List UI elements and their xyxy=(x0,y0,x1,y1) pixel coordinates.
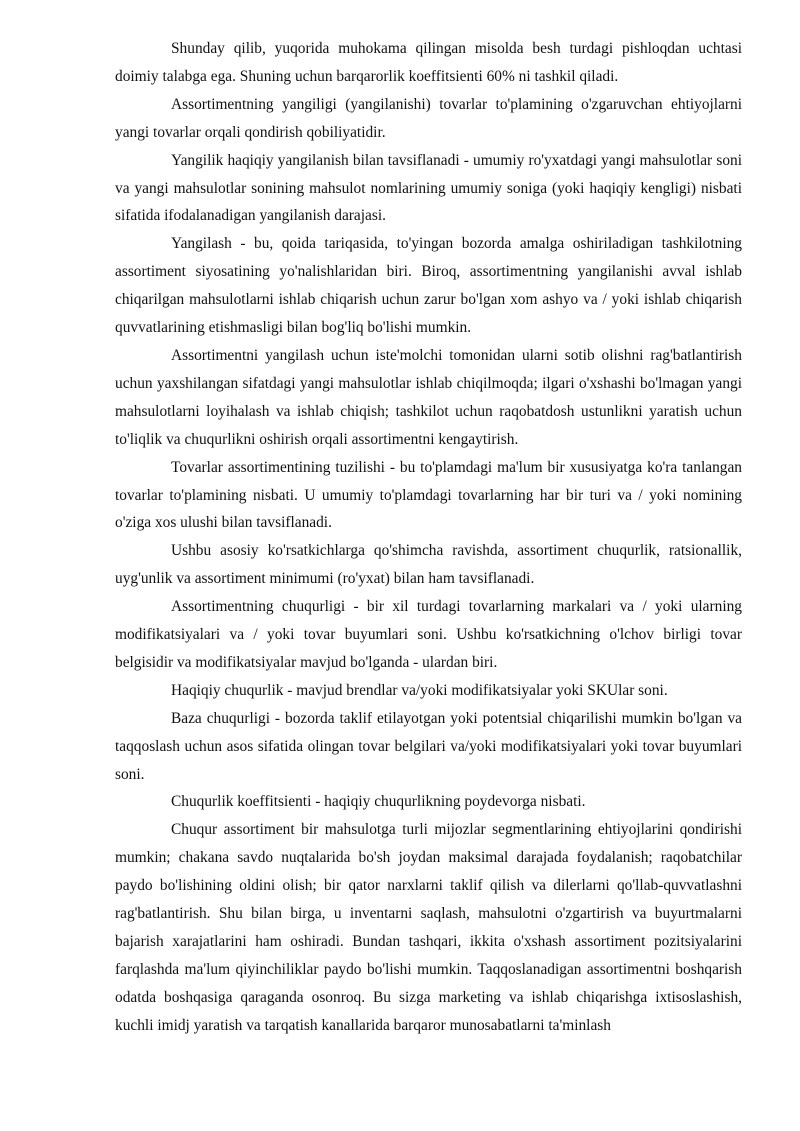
paragraph-renewal-methods: Assortimentni yangilash uchun iste'molchi tomonidan ularni sotib olishni rag'batlantirish uchun yaxshilangan sifatdagi yangi mahsulotlar ishlab chiqilmoqda; ilgari o'xshashi bo'lmagan yangi mahsulotlarni loyihalash va ishlab chiqish; tashkilot uchun raqobatdosh ustunlikni yaratish uchun to'liqlik va chuqurlikni oshirish orqali assortimentni kengaytirish. xyxy=(115,346,742,448)
document-page xyxy=(115,35,742,1040)
paragraph-stability-coefficient: Shunday qilib, yuqorida muhokama qilingan misolda besh turdagi pishloqdan uchtasi doimiy talabga ega. Shuning uchun barqarorlik koeffitsienti 60% ni tashkil qiladi. xyxy=(115,40,742,85)
paragraph-deep-assortment: Chuqur assortiment bir mahsulotga turli mijozlar segmentlarining ehtiyojlarini qondirishi mumkin; chakana savdo nuqtalarida bo'sh joydan maksimal darajada foydalanish; raqobatchilar paydo bo'lishining oldini olish; bir qator narxlarni taklif qilish va dilerlarni qo'llab-quvvatlashni rag'batlantirish. Shu bilan birga, u inventarni saqlash, mahsulotni o'zgartirish va buyurtmalarni bajarish xarajatlarini ham oshiradi. Bundan tashqari, ikkita o'xshash assortiment pozitsiyalarini farqlashda ma'lum qiyinchiliklar paydo bo'lishi mumkin. Taqqoslanadigan assortimentni boshqarish odatda boshqasiga qaraganda osonroq. Bu sizga marketing va ishlab chiqarishga ixtisoslashish, kuchli imidj yaratish va tarqatish kanallarida barqaror munosabatlarni ta'minlash xyxy=(115,821,742,1034)
paragraph-novelty-definition: Yangilik haqiqiy yangilanish bilan tavsiflanadi - umumiy ro'yxatdagi yangi mahsulotlar soni va yangi mahsulotlar sonining mahsulot nomlarining umumiy soniga (yoki haqiqiy kengligi) nisbati sifatida ifodalanadigan yangilanish darajasi. xyxy=(115,151,742,225)
paragraph-base-depth: Baza chuqurligi - bozorda taklif etilayotgan yoki potentsial chiqarilishi mumkin bo'lgan va taqqoslash uchun asos sifatida olingan tovar belgilari va/yoki modifikatsiyalari yoki tovar buyumlari soni. xyxy=(115,709,742,783)
paragraph-assortment-structure: Tovarlar assortimentining tuzilishi - bu to'plamdagi ma'lum bir xususiyatga ko'ra tanlangan tovarlar to'plamining nisbati. U umumiy to'plamdagi tovarlarning har bir turi va / yoki nomining o'ziga xos ulushi bilan tavsiflanadi. xyxy=(115,458,742,532)
paragraph-actual-depth: Haqiqiy chuqurlik - mavjud brendlar va/yoki modifikatsiyalar yoki SKUlar soni. xyxy=(171,681,668,699)
paragraph-depth-coefficient: Chuqurlik koeffitsienti - haqiqiy chuqurlikning poydevorga nisbati. xyxy=(171,793,586,811)
paragraph-assortment-depth: Assortimentning chuqurligi - bir xil turdagi tovarlarning markalari va / yoki ularning modifikatsiyalari va / yoki tovar buyumlari soni. Ushbu ko'rsatkichning o'lchov birligi tovar belgisidir va modifikatsiyalar mavjud bo'lganda - ulardan biri. xyxy=(115,598,742,671)
paragraph-assortment-novelty: Assortimentning yangiligi (yangilanishi) tovarlar to'plamining o'zgaruvchan ehtiyojlarni yangi tovarlar orqali qondirish qobiliyatidir. xyxy=(115,95,742,141)
paragraph-renewal: Yangilash - bu, qoida tariqasida, to'yingan bozorda amalga oshiriladigan tashkilotning assortiment siyosatining yo'nalishlaridan biri. Biroq, assortimentning yangilanishi avval ishlab chiqarilgan mahsulotlarni ishlab chiqarish uchun zarur bo'lgan xom ashyo va / yoki ishlab chiqarish quvvatlarining etishmasligi bilan bog'liq bo'lishi mumkin. xyxy=(115,235,742,337)
paragraph-additional-indicators: Ushbu asosiy ko'rsatkichlarga qo'shimcha ravishda, assortiment chuqurlik, ratsionallik, uyg'unlik va assortiment minimumi (ro'yxat) bilan ham tavsiflanadi. xyxy=(115,542,742,588)
